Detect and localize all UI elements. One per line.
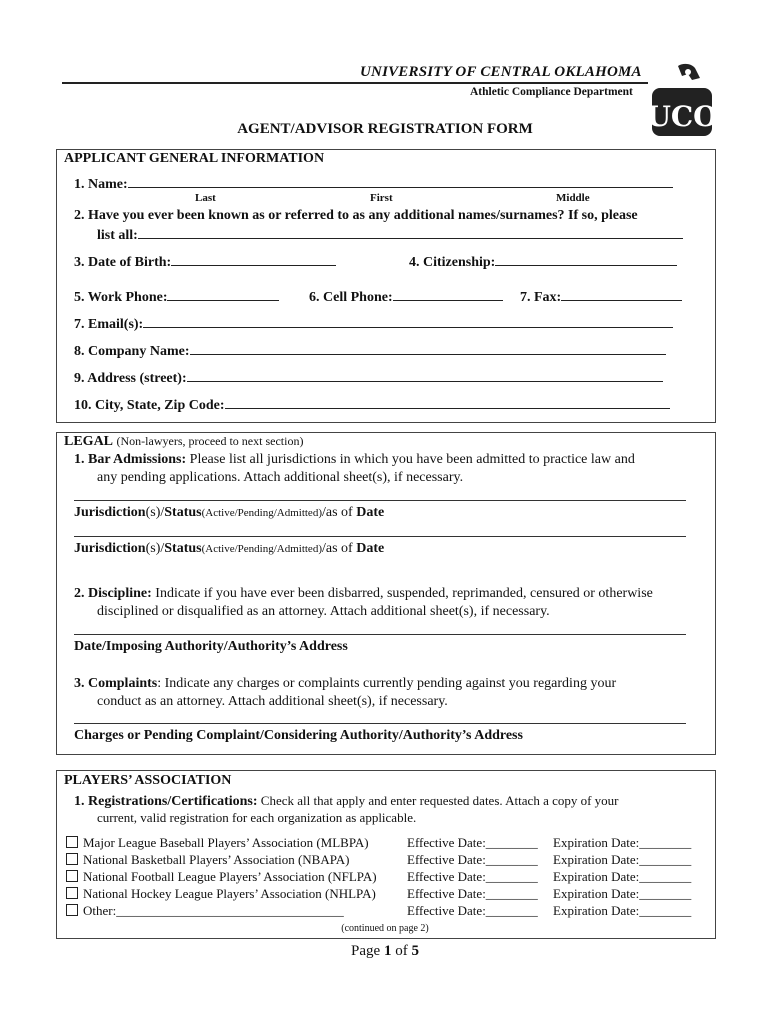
city-state-zip-label: 10. City, State, Zip Code: — [74, 398, 225, 413]
email-field-row[interactable] — [74, 315, 673, 333]
org-row-mlbpa[interactable]: Major League Baseball Players’ Association (MLBPA) — [66, 835, 369, 851]
expiration-date-field[interactable]: Expiration Date:________ — [553, 852, 692, 867]
other-names-question: 2. Have you ever been known as or referred to as any additional names/surnames? If so, please — [74, 208, 638, 223]
discipline-line1 — [74, 585, 653, 603]
discipline-label: 2. Discipline: — [74, 586, 152, 601]
department-name: Athletic Compliance Department — [470, 86, 633, 98]
general-info-title: APPLICANT GENERAL INFORMATION — [64, 151, 325, 166]
address-field-row[interactable] — [74, 369, 663, 387]
dob-field-row[interactable] — [74, 253, 336, 271]
jurisdiction-entry-line-1[interactable] — [74, 500, 686, 501]
legal-title-row — [64, 434, 303, 450]
jurisdiction-entry-line-2[interactable] — [74, 536, 686, 537]
name-middle-caption: Middle — [556, 192, 590, 204]
expiration-date-field[interactable]: Expiration Date:________ — [553, 869, 692, 884]
players-association-title: PLAYERS’ ASSOCIATION — [64, 773, 232, 788]
complaints-label: 3. Complaints — [74, 676, 158, 691]
company-field-row[interactable] — [74, 342, 666, 360]
org-row-nbapa[interactable]: National Basketball Players’ Association (NBAPA) — [66, 852, 349, 868]
fax-field-row[interactable] — [520, 288, 682, 306]
cell-phone-field-row[interactable] — [309, 288, 503, 306]
name-label: 1. Name: — [74, 177, 128, 192]
complaints-line2: conduct as an attorney. Attach additional sheet(s), if necessary. — [97, 694, 448, 709]
complaints-entry-line[interactable] — [74, 723, 686, 724]
discipline-text: Indicate if you have ever been disbarred, suspended, reprimanded, censured or otherwise — [155, 586, 653, 601]
city-state-zip-field-row[interactable] — [74, 396, 670, 414]
name-first-caption: First — [370, 192, 393, 204]
expiration-date-field[interactable]: Expiration Date:________ — [553, 886, 692, 901]
expiration-date-field[interactable]: Expiration Date:________ — [553, 903, 692, 918]
jurisdiction-caption-2: Jurisdiction(s)/Status(Active/Pending/Admitted)/as of Date — [74, 541, 385, 556]
effective-date-field[interactable]: Effective Date:________ — [407, 886, 538, 901]
bar-admissions-label: 1. Bar Admissions: — [74, 452, 187, 467]
fax-label: 7. Fax: — [520, 290, 562, 305]
discipline-line2: disciplined or disqualified as an attorney. Attach additional sheet(s), if necessary. — [97, 604, 550, 619]
form-title: AGENT/ADVISOR REGISTRATION FORM — [237, 121, 533, 137]
dob-label: 3. Date of Birth: — [74, 255, 172, 270]
email-label: 7. Email(s): — [74, 317, 144, 332]
effective-date-field[interactable]: Effective Date:________ — [407, 903, 538, 918]
checkbox[interactable] — [66, 836, 78, 848]
expiration-date-field[interactable]: Expiration Date:________ — [553, 835, 692, 850]
legal-note: (Non-lawyers, proceed to next section) — [116, 434, 304, 448]
page-number: Page 1 of 5 — [351, 943, 419, 959]
complaints-caption: Charges or Pending Complaint/Considering Authority/Authority’s Address — [74, 728, 523, 743]
checkbox[interactable] — [66, 853, 78, 865]
other-names-label: list all: — [97, 228, 138, 243]
bar-admissions-text: Please list all jurisdictions in which you have been admitted to practice law and — [189, 452, 635, 467]
effective-date-field[interactable]: Effective Date:________ — [407, 852, 538, 867]
checkbox[interactable] — [66, 904, 78, 916]
company-label: 8. Company Name: — [74, 344, 190, 359]
effective-date-field[interactable]: Effective Date:________ — [407, 835, 538, 850]
name-last-caption: Last — [195, 192, 216, 204]
checkbox[interactable] — [66, 870, 78, 882]
university-name: UNIVERSITY OF CENTRAL OKLAHOMA — [360, 64, 642, 80]
header-rule — [62, 82, 648, 84]
org-row-nhlpa[interactable]: National Hockey League Players’ Association (NHLPA) — [66, 886, 376, 902]
checkbox[interactable] — [66, 887, 78, 899]
other-names-field-row[interactable] — [97, 226, 683, 244]
org-row-nflpa[interactable]: National Football League Players’ Association (NFLPA) — [66, 869, 377, 885]
work-phone-label: 5. Work Phone: — [74, 290, 168, 305]
citizenship-field-row[interactable] — [409, 253, 677, 271]
citizenship-label: 4. Citizenship: — [409, 255, 496, 270]
registrations-label: 1. Registrations/Certifications: — [74, 794, 258, 809]
discipline-caption: Date/Imposing Authority/Authority’s Address — [74, 639, 348, 654]
jurisdiction-caption-1: Jurisdiction(s)/Status(Active/Pending/Admitted)/as of Date — [74, 505, 385, 520]
bar-admissions-line2: any pending applications. Attach additional sheet(s), if necessary. — [97, 470, 464, 485]
effective-date-field[interactable]: Effective Date:________ — [407, 869, 538, 884]
registrations-line2: current, valid registration for each organization as applicable. — [97, 810, 417, 825]
continued-note: (continued on page 2) — [341, 923, 429, 934]
work-phone-field-row[interactable] — [74, 288, 279, 306]
legal-title: LEGAL — [64, 434, 114, 449]
cell-phone-label: 6. Cell Phone: — [309, 290, 393, 305]
name-field-row[interactable] — [74, 175, 673, 193]
org-row-other[interactable]: Other:___________________________________ — [66, 903, 344, 919]
complaints-line1 — [74, 675, 616, 693]
registrations-text: Check all that apply and enter requested dates. Attach a copy of your — [260, 793, 619, 808]
complaints-text: : Indicate any charges or complaints currently pending against you regarding your — [157, 676, 617, 691]
logo-text: UCO — [648, 100, 714, 133]
discipline-entry-line[interactable] — [74, 634, 686, 635]
bar-admissions-line1 — [74, 451, 635, 469]
address-label: 9. Address (street): — [74, 371, 187, 386]
